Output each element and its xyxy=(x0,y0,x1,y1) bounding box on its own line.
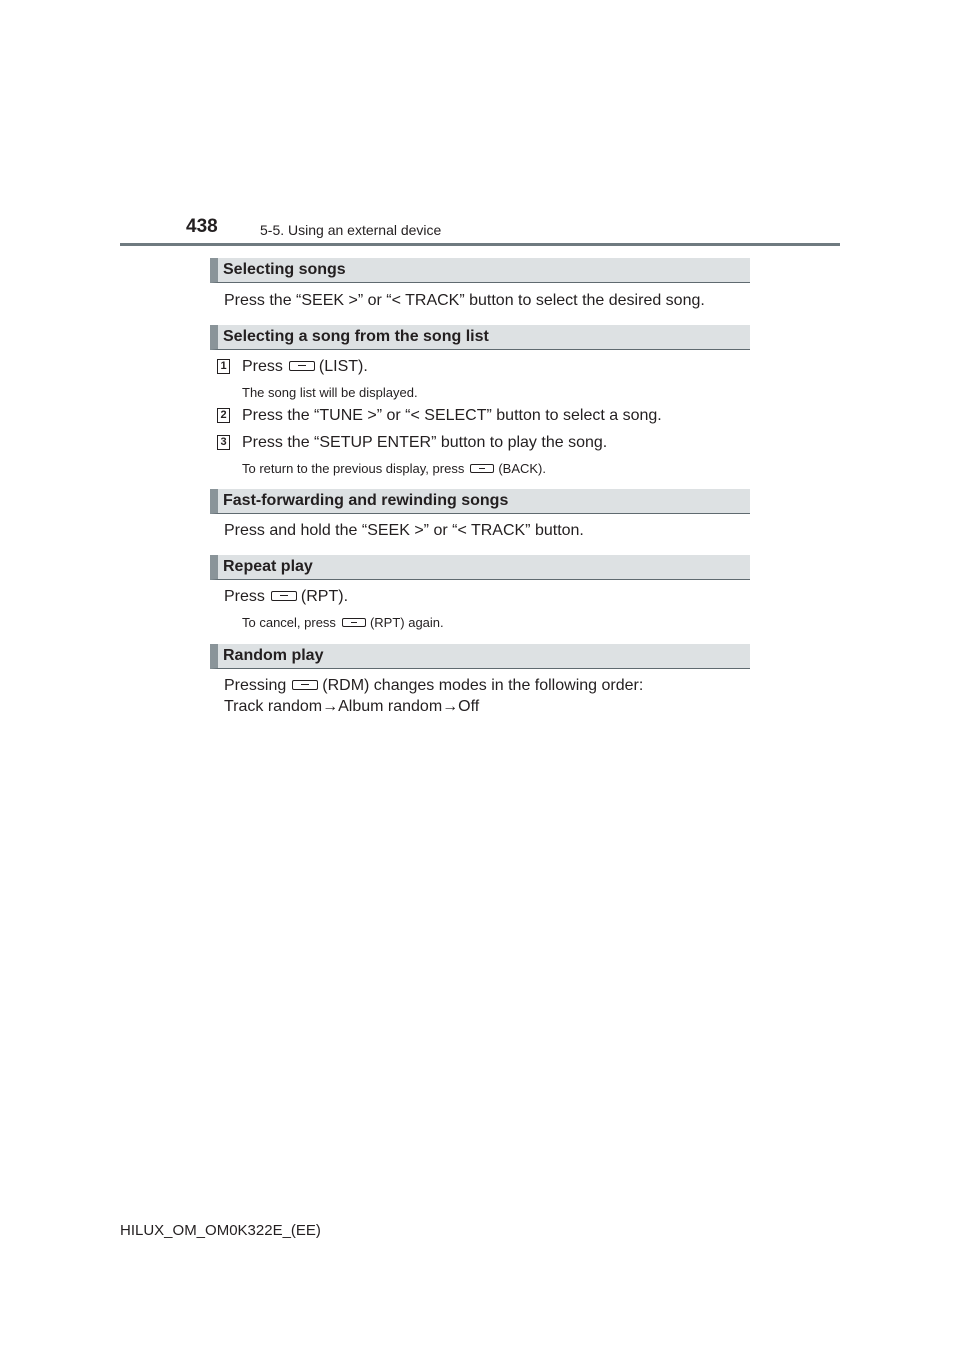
step-1-before: Press xyxy=(242,358,283,375)
heading-repeat-play xyxy=(210,555,750,580)
step-1-text xyxy=(242,357,368,377)
random-after: (RDM) changes modes in the following order: xyxy=(322,677,644,694)
step-3-note xyxy=(242,461,546,477)
random-sequence: Track random→Album random→Off xyxy=(224,698,480,715)
document-code: HILUX_OM_OM0K322E_(EE) xyxy=(120,1222,321,1239)
repeat-after: (RPT). xyxy=(300,588,349,605)
list-button-icon xyxy=(289,361,315,371)
heading-fast-forward xyxy=(210,489,750,514)
step-1-note: The song list will be displayed. xyxy=(242,385,418,400)
repeat-note-after: (RPT) again. xyxy=(369,615,444,630)
heading-label: Selecting a song from the song list xyxy=(223,328,489,345)
heading-label: Fast-forwarding and rewinding songs xyxy=(223,492,509,509)
step-number-2: 2 xyxy=(217,408,230,423)
step-1-after: (LIST). xyxy=(318,358,368,375)
heading-random-play xyxy=(210,644,750,669)
repeat-note-before: To cancel, press xyxy=(242,615,336,630)
fast-forward-text: Press and hold the “SEEK >” or “< TRACK” button. xyxy=(224,522,584,539)
header-divider xyxy=(120,243,840,246)
back-button-icon xyxy=(470,464,494,473)
page-number: 438 xyxy=(186,216,218,237)
rpt-button-icon-small xyxy=(342,618,366,627)
heading-label: Repeat play xyxy=(223,558,313,575)
heading-selecting-songs xyxy=(210,258,750,283)
heading-label: Random play xyxy=(223,647,324,664)
step-3-note-after: (BACK). xyxy=(498,461,546,476)
step-3-note-before: To return to the previous display, press xyxy=(242,461,465,476)
repeat-before: Press xyxy=(224,588,265,605)
random-text xyxy=(224,676,643,696)
step-number-3: 3 xyxy=(217,435,230,450)
random-before: Pressing xyxy=(224,677,287,694)
repeat-text xyxy=(224,587,348,607)
rdm-button-icon xyxy=(292,680,318,690)
section-title: 5-5. Using an external device xyxy=(260,222,442,238)
heading-song-list xyxy=(210,325,750,350)
rpt-button-icon xyxy=(271,591,297,601)
step-number-1: 1 xyxy=(217,359,230,374)
step-3-text: Press the “SETUP ENTER” button to play the song. xyxy=(242,434,608,451)
repeat-note xyxy=(242,615,444,631)
selecting-songs-text: Press the “SEEK >” or “< TRACK” button to select the desired song. xyxy=(224,292,705,309)
heading-label: Selecting songs xyxy=(223,261,346,278)
step-2-text: Press the “TUNE >” or “< SELECT” button to select a song. xyxy=(242,407,662,424)
